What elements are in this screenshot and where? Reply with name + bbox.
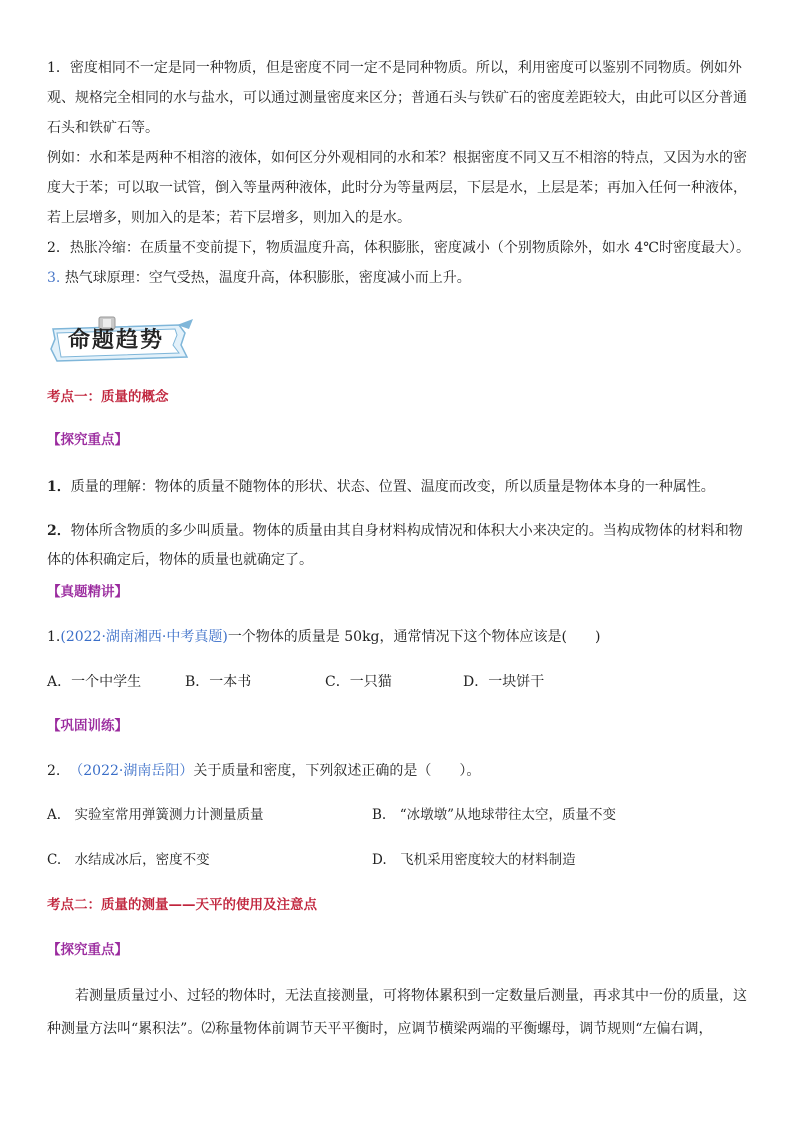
section1-explore-wrap <box>47 425 752 455</box>
section1-heading: 考点一：质量的概念 <box>47 389 169 405</box>
section2-heading-wrap <box>47 890 752 920</box>
section1-exam-label: 【真题精讲】 <box>47 584 128 600</box>
question2-options-row1 <box>47 800 747 830</box>
example-line2: 度大于苯；可以取一试管，倒入等量两种液体，此时分为等量两层，下层是水，上层是苯；再加入任何一种液体， <box>47 180 747 196</box>
section1-point1: 1．质量的理解：物体的质量不随物体的形状、状态、位置、温度而改变，所以质量是物体本身的一种属性。 <box>47 479 715 495</box>
intro-p1-line2: 观、规格完全相同的水与盐水，可以通过测量密度来区分；普通石头与铁矿石的密度差距较大，由此可以区分普通 <box>47 90 747 106</box>
section1-point1-wrap <box>47 472 752 502</box>
question2-option-a[interactable]: A. 实验室常用弹簧测力计测量质量 <box>47 807 264 823</box>
question2-option-b[interactable]: B. “冰墩墩”从地球带往太空，质量不变 <box>372 807 617 823</box>
banner-title: 命题趋势 <box>67 328 164 353</box>
question1-stem: 1.(2022·湖南湘西·中考真题)一个物体的质量是 50kg，通常情况下这个物体应该是( ) <box>47 629 601 645</box>
intro-p2: 2．热胀冷缩：在质量不变前提下，物质温度升高，体积膨胀，密度减小（个别物质除外，如水 4℃时密度最大）。 <box>47 240 750 256</box>
section2-heading: 考点二：质量的测量——天平的使用及注意点 <box>47 897 317 913</box>
example-line3: 若上层增多，则加入的是苯；若下层增多，则加入的是水。 <box>47 210 411 226</box>
question1-source: (2022·湖南湘西·中考真题) <box>60 629 228 645</box>
question1-option-c[interactable]: C．一只猫 <box>325 674 392 690</box>
section1-practice-wrap <box>47 711 752 741</box>
section2-line2: 种测量方法叫“累积法”。⑵称量物体前调节天平平衡时，应调节横梁两端的平衡螺母，调节规则“左偏右调， <box>47 1021 713 1037</box>
section2-explore-label: 【探究重点】 <box>47 942 128 958</box>
section1-point2-wrap <box>47 517 752 575</box>
question1-options <box>47 667 544 697</box>
example-line1: 例如：水和苯是两种不相溶的液体，如何区分外观相同的水和苯？根据密度不同又互不相溶的特点，又因为水的密 <box>47 150 747 166</box>
section1-point2-line2: 体的体积确定后，物体的质量也就确定了。 <box>47 552 313 568</box>
section1-point2-line1: 2．物体所含物质的多少叫质量。物体的质量由其自身材料构成情况和体积大小来决定的。当构成物体的材料和物 <box>47 523 743 539</box>
section2-body <box>47 980 752 1046</box>
question1-option-d[interactable]: D．一块饼干 <box>463 674 545 690</box>
question1-wrap <box>47 622 752 652</box>
section1-practice-label: 【巩固训练】 <box>47 718 128 734</box>
intro-section <box>47 53 752 293</box>
intro-p1-num: 1． <box>47 60 70 76</box>
question2-source: （2022·湖南岳阳） <box>69 763 194 779</box>
section2-line1: 若测量质量过小、过轻的物体时，无法直接测量，可将物体累积到一定数量后测量，再求其中一份的质量，这 <box>75 988 747 1004</box>
intro-p1-line3: 石头和铁矿石等。 <box>47 120 159 136</box>
question2-options-row2 <box>47 845 747 875</box>
question2-option-c[interactable]: C. 水结成冰后，密度不变 <box>47 852 210 868</box>
section1-explore-label: 【探究重点】 <box>47 432 128 448</box>
question1-option-a[interactable]: A．一个中学生 <box>47 674 142 690</box>
trend-banner <box>47 315 197 367</box>
section1-heading-wrap <box>47 382 752 412</box>
section2-explore-wrap <box>47 935 752 965</box>
intro-p1-line1: 1．密度相同不一定是同一种物质，但是密度不同一定不是同种物质。所以，利用密度可以鉴别不同物质。例如外 <box>47 60 742 76</box>
section1-exam-wrap <box>47 577 752 607</box>
question2-stem: 2. （2022·湖南岳阳）关于质量和密度，下列叙述正确的是（ ）。 <box>47 763 481 779</box>
question2-option-d[interactable]: D. 飞机采用密度较大的材料制造 <box>372 852 576 868</box>
question2-wrap <box>47 756 752 786</box>
intro-p3: 3. 热气球原理：空气受热，温度升高，体积膨胀，密度减小而上升。 <box>47 270 471 286</box>
question1-option-b[interactable]: B．一本书 <box>185 674 252 690</box>
